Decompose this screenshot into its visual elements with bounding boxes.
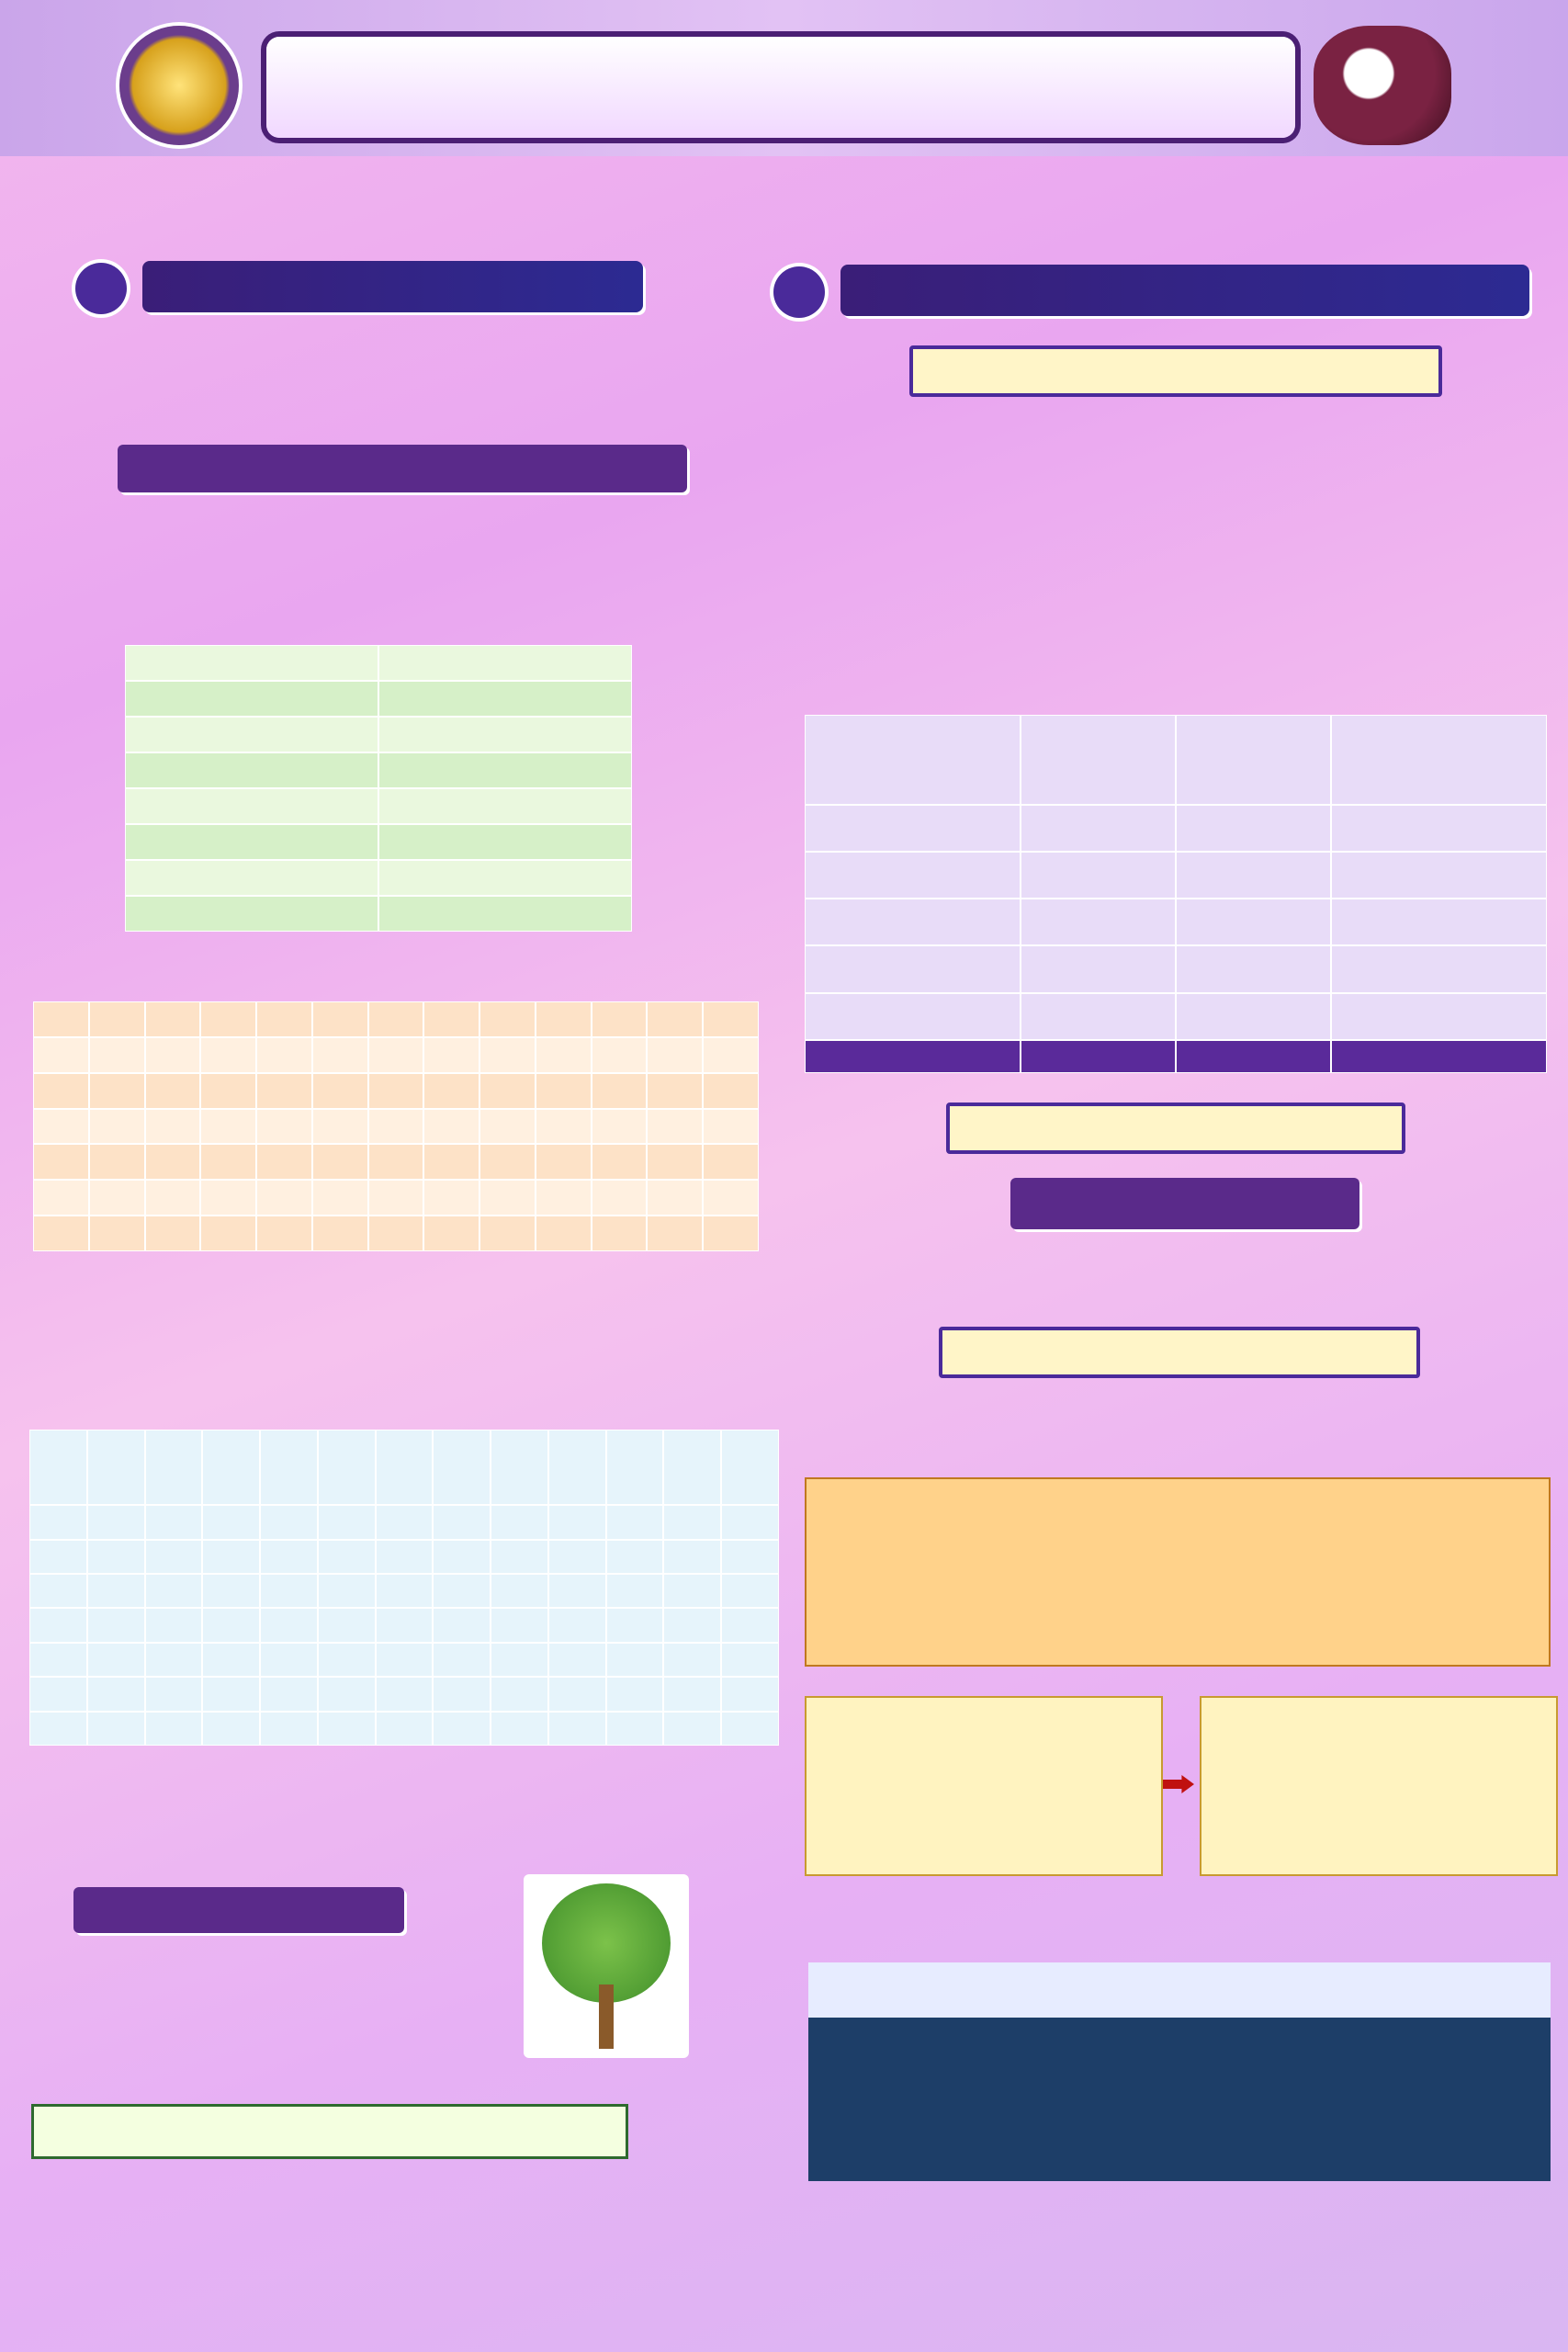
irrigation-time-formula [55, 2161, 753, 2335]
section-1-paragraph [37, 322, 735, 441]
step-2-formula [1010, 1178, 1359, 1229]
contact-footer [808, 2220, 1552, 2330]
step-3-heading [939, 1327, 1420, 1378]
formula-lead [873, 1187, 992, 1224]
table-4-caption [827, 638, 1506, 704]
irrigation-time-heading [31, 2104, 628, 2159]
section-2-number [773, 266, 825, 318]
pond-size-result [919, 1893, 1433, 1933]
table-2-caption [28, 956, 762, 992]
step-2-heading [946, 1102, 1405, 1154]
pi-definition [101, 1944, 487, 2018]
step-1-paragraph [808, 413, 1525, 625]
table-4 [805, 715, 1547, 1073]
arrow-right-icon [1163, 1775, 1194, 1793]
intro-paragraph [73, 173, 1506, 246]
page-title [266, 37, 1295, 138]
water-demand-formula [118, 445, 687, 492]
step-1-heading [909, 345, 1442, 397]
table-1-caption [92, 595, 716, 632]
canopy-explanation [37, 1764, 772, 1865]
table-3-caption [37, 1358, 753, 1417]
table-2 [33, 1001, 759, 1251]
table-3 [29, 1430, 779, 1746]
tree-trunk [599, 1984, 614, 2049]
evaporation-box [1200, 1696, 1558, 1876]
formula-definitions [92, 511, 689, 584]
section-1-heading [142, 261, 643, 312]
canopy-result [37, 2021, 551, 2095]
step-3-paragraph [836, 1391, 1525, 1464]
irrigation-calc-box [805, 1477, 1551, 1667]
kc-etp-explanation [92, 1275, 753, 1345]
mangosteen-icon [1314, 26, 1451, 145]
conversion-box [805, 1696, 1163, 1876]
canopy-area-formula [73, 1887, 404, 1933]
table-1 [125, 645, 632, 932]
section-2-heading [840, 265, 1529, 316]
department-emblem-icon [119, 26, 239, 145]
guideline-list [808, 2018, 1551, 2181]
step-2-definitions [1029, 1238, 1378, 1308]
section-1-number [75, 263, 127, 314]
